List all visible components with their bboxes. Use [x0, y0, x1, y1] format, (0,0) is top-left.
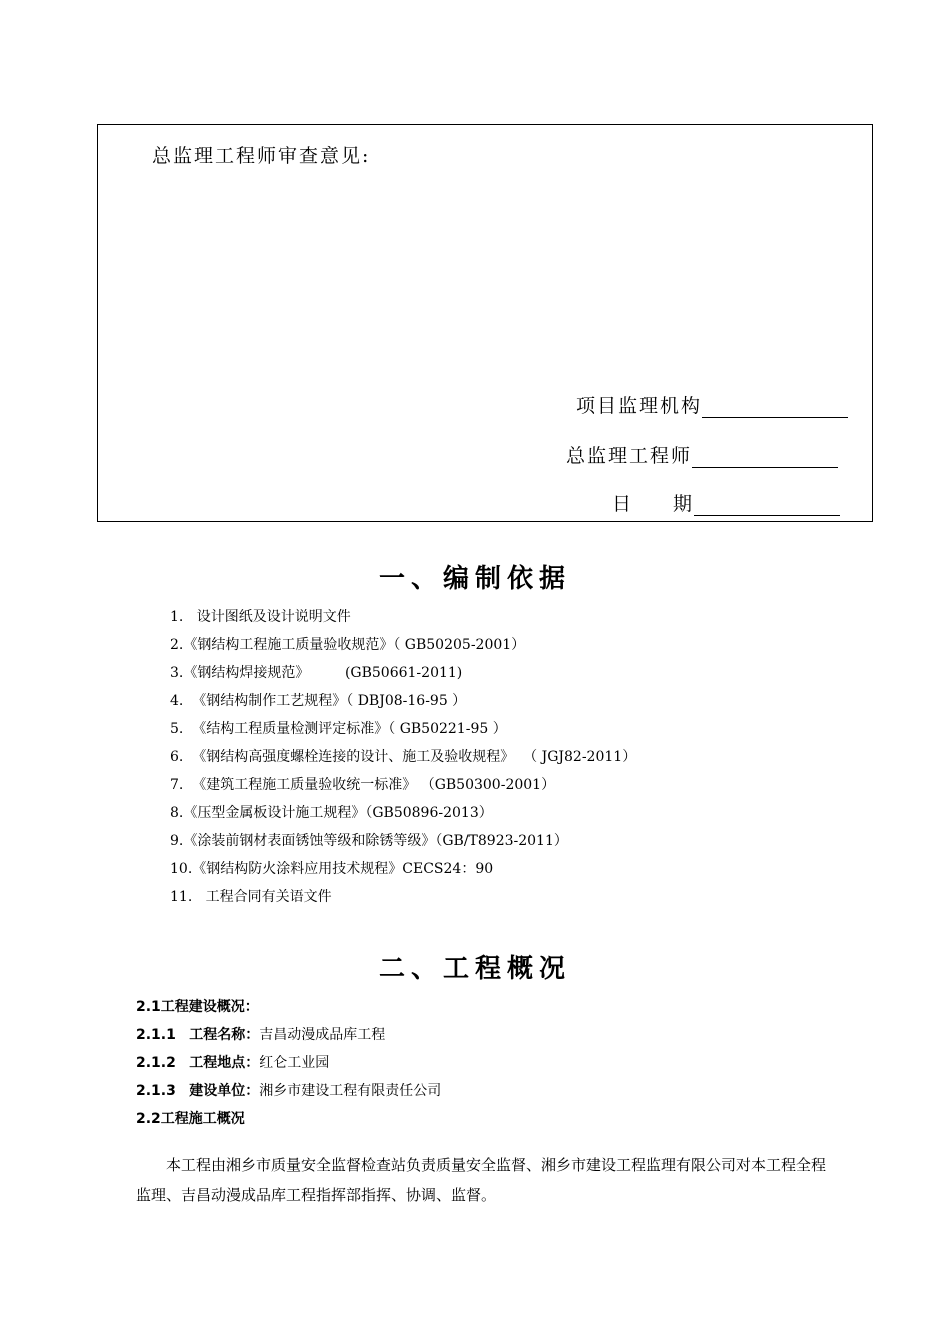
project-site-row [136, 1052, 441, 1080]
date-sign-row [612, 489, 840, 516]
date-label-b: 期 [673, 493, 695, 515]
list-item: 10.《钢结构防火涂料应用技术规程》CECS24：90 [170, 861, 494, 877]
section1-heading: 一、编制依据 [378, 564, 571, 594]
date-sign-line [694, 497, 840, 516]
project-name-row [136, 1024, 441, 1052]
engineer-sign-row [566, 441, 838, 468]
site-num: 2.1.2 [136, 1055, 176, 1071]
owner-unit-row [136, 1080, 441, 1108]
sub2-text: 2.2工程施工概况 [136, 1111, 245, 1127]
date-label-a: 日 [612, 493, 634, 515]
list-item: 9.《涂装前钢材表面锈蚀等级和除锈等级》（GB/T8923-2011） [170, 833, 568, 849]
list-item: 5. 《结构工程质量检测评定标准》（ GB50221-95 ） [170, 721, 507, 737]
name-label: 工程名称： [189, 1027, 260, 1043]
date-label [612, 489, 694, 516]
engineer-label: 总监理工程师 [566, 445, 693, 467]
list-item: 11. 工程合同有关语文件 [170, 889, 332, 905]
site-label: 工程地点： [189, 1055, 260, 1071]
org-sign-line [702, 399, 848, 418]
overview-block [136, 996, 441, 1136]
sub-heading-2-2 [136, 1108, 441, 1136]
org-label: 项目监理机构 [576, 395, 703, 417]
sub-heading-2-1 [136, 996, 441, 1024]
unit-num: 2.1.3 [136, 1083, 176, 1099]
name-value: 吉昌动漫成品库工程 [259, 1027, 386, 1043]
unit-value: 湘乡市建设工程有限责任公司 [259, 1083, 442, 1099]
sub1-text: 2.1工程建设概况： [136, 999, 259, 1015]
list-item: 2.《钢结构工程施工质量验收规范》（ GB50205-2001） [170, 637, 526, 653]
unit-label: 建设单位： [189, 1083, 260, 1099]
list-item: 4. 《钢结构制作工艺规程》（ DBJ08-16-95 ） [170, 693, 467, 709]
list-item: 6. 《钢结构高强度螺栓连接的设计、施工及验收规程》 （ JGJ82-2011） [170, 749, 637, 765]
list-item: 8.《压型金属板设计施工规程》（GB50896-2013） [170, 805, 493, 821]
list-item: 7. 《建筑工程施工质量验收统一标准》 （GB50300-2001） [170, 777, 556, 793]
list-item: 3.《钢结构焊接规范》 (GB50661-2011) [170, 665, 463, 681]
review-title: 总监理工程师审查意见: [152, 145, 371, 167]
name-num: 2.1.1 [136, 1027, 176, 1043]
basis-list [170, 606, 636, 914]
construction-paragraph: 本工程由湘乡市质量安全监督检查站负责质量安全监督、湘乡市建设工程监理有限公司对本工程全程监理、吉昌动漫成品库工程指挥部指挥、协调、监督。 [136, 1156, 827, 1204]
org-sign-row [576, 391, 848, 418]
engineer-sign-line [692, 449, 838, 468]
list-item: 1. 设计图纸及设计说明文件 [170, 609, 351, 625]
site-value: 红仑工业园 [259, 1055, 330, 1071]
section2-heading: 二、工程概况 [378, 954, 571, 984]
review-box [97, 124, 873, 522]
